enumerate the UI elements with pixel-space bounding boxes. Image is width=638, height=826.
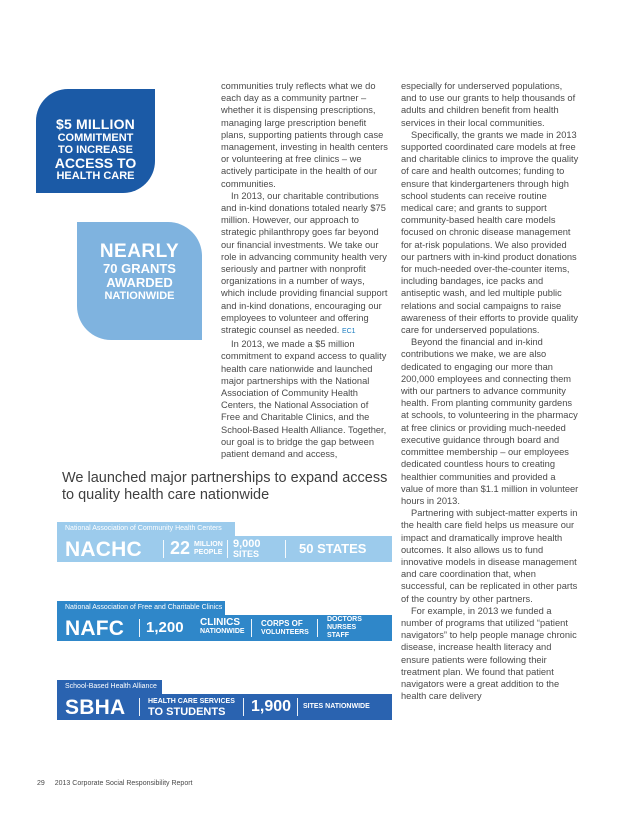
sbha-stats-bar xyxy=(57,694,392,720)
sbha-sites-label: SITES NATIONWIDE xyxy=(303,703,370,710)
callout-text: NATIONWIDE xyxy=(104,290,175,302)
paragraph: In 2013, our charitable contributions and in-kind donations totaled nearly $75 million. However, our approach to strategic philanthropy goes far beyond our financial investments. We take our role in advancing community health very seriously and partner with nonprofit organizations in a number of ways, which include providing financial support and in-kind donations, encouraging our employees to volunteer and offering strategic counsel as needed. EC1 xyxy=(221,190,388,336)
callout-text: ACCESS TO xyxy=(54,155,137,171)
paragraph: Specifically, the grants we made in 2013 supported coordinated care models at free and charitable clinics to improve the quality of care and health outcomes; funding to ensure that kindergarteners through high school students can receive routine medical care; and grants to support community-based health care models focused on chronic disease management for at-risk populations. We also provided our partners with in-kind product donations for much-needed over-the-counter items, including bandages, ice packs and antiseptic wash, and led multiple public relations and social campaigns to raise awareness of their efforts to provide quality care for underserved populations. xyxy=(401,129,579,336)
body-column-right xyxy=(401,80,579,702)
grants-callout xyxy=(77,222,202,340)
paragraph: Beyond the financial and in-kind contributions we make, we are also dedicated to engaging our more than 200,000 employees and connecting them with our partners to advance community health. From planting community gardens at schools, to volunteering in the pharmacy at free clinics or providing much-needed executive guidance through board and committee membership – our employees dedicated countless hours to creating healthier communities and provided a value of more than $1.1 million in volunteer hours in 2013. xyxy=(401,337,579,506)
divider xyxy=(297,698,298,716)
callout-text: NEARLY xyxy=(99,241,180,262)
paragraph: In 2013, we made a $5 million commitment to expand access to quality health care nationwide and launched major partnerships with the National Association of Community Health Centers, the National Association of Free and Charitable Clinics, and the School-Based Health Alliance. Together, our goal is to bridge the gap between patient demand and access, xyxy=(221,339,387,460)
divider xyxy=(139,619,140,637)
nachc-sites-number: 9,000 xyxy=(233,538,261,550)
divider xyxy=(243,698,244,716)
nafc-volunteers-label: CORPS OF VOLUNTEERS xyxy=(261,619,309,636)
nafc-label: National Association of Free and Charitable Clinics xyxy=(57,601,225,615)
divider xyxy=(139,698,140,716)
divider xyxy=(251,619,252,637)
partnerships-heading: We launched major partnerships to expand access to quality health care nationwide xyxy=(62,470,388,503)
sbha-acronym: SBHA xyxy=(65,696,126,719)
paragraph: Partnering with subject-matter experts in the health care field helps us measure our impact and dramatically improve health outcomes. It also allows us to fund innovative models in disease management and care coordination that, when successful, can be replicated in other parts of the country by other partners. xyxy=(401,508,578,604)
divider xyxy=(163,540,164,558)
page-footer xyxy=(37,780,193,787)
nachc-stats-bar xyxy=(57,536,392,562)
body-column-middle xyxy=(221,80,389,460)
page-number: 29 xyxy=(37,780,45,787)
nafc-clinics-number: 1,200 xyxy=(146,619,184,636)
divider xyxy=(285,540,286,558)
sbha-label: School-Based Health Alliance xyxy=(57,680,162,694)
callout-text: AWARDED xyxy=(106,275,173,290)
nafc-acronym: NAFC xyxy=(65,617,125,640)
callout-amount: $5 MILLION xyxy=(55,116,135,132)
nafc-staff-label: DOCTORS NURSES STAFF xyxy=(327,616,362,639)
nachc-label: National Association of Community Health Centers xyxy=(57,522,235,536)
nachc-states: 50 STATES xyxy=(299,541,367,556)
callout-text: COMMITMENT xyxy=(57,132,134,144)
nachc-acronym: NACHC xyxy=(65,538,142,561)
sbha-services-label: HEALTH CARE SERVICES TO STUDENTS xyxy=(148,698,235,718)
callout-text: HEALTH CARE xyxy=(56,170,135,182)
nachc-sites-label: SITES xyxy=(233,549,260,559)
report-title: 2013 Corporate Social Responsibility Report xyxy=(54,780,193,787)
nachc-people-number: 22 xyxy=(170,538,191,558)
nafc-clinics-label: CLINICS NATIONWIDE xyxy=(200,617,245,635)
divider xyxy=(317,619,318,637)
nafc-stats-bar xyxy=(57,615,392,641)
callout-text: 70 GRANTS xyxy=(103,261,176,276)
paragraph: For example, in 2013 we funded a number of programs that utilized “patient navigators” to help people manage chronic disease, increase health literacy and ensure patients were following their treatment plan. We found that patient navigators were a great addition to the health care delivery xyxy=(401,605,577,702)
sbha-sites-number: 1,900 xyxy=(251,698,292,715)
commitment-callout xyxy=(36,89,155,193)
callout-text: TO INCREASE xyxy=(58,144,133,156)
gri-reference: EC1 xyxy=(341,328,356,336)
divider xyxy=(227,540,228,558)
paragraph: especially for underserved populations, and to use our grants to help thousands of adults and children benefit from health services in their local communities. xyxy=(401,81,576,128)
paragraph: communities truly reflects what we do each day as a community partner – whether it is dispensing prescriptions, managing large prescription benefit plans, supporting patients through case management, investing in health centers or volunteering at free clinics – we actively participate in the health of our communities. xyxy=(221,81,388,189)
nachc-people-label: MILLION PEOPLE xyxy=(194,541,223,556)
